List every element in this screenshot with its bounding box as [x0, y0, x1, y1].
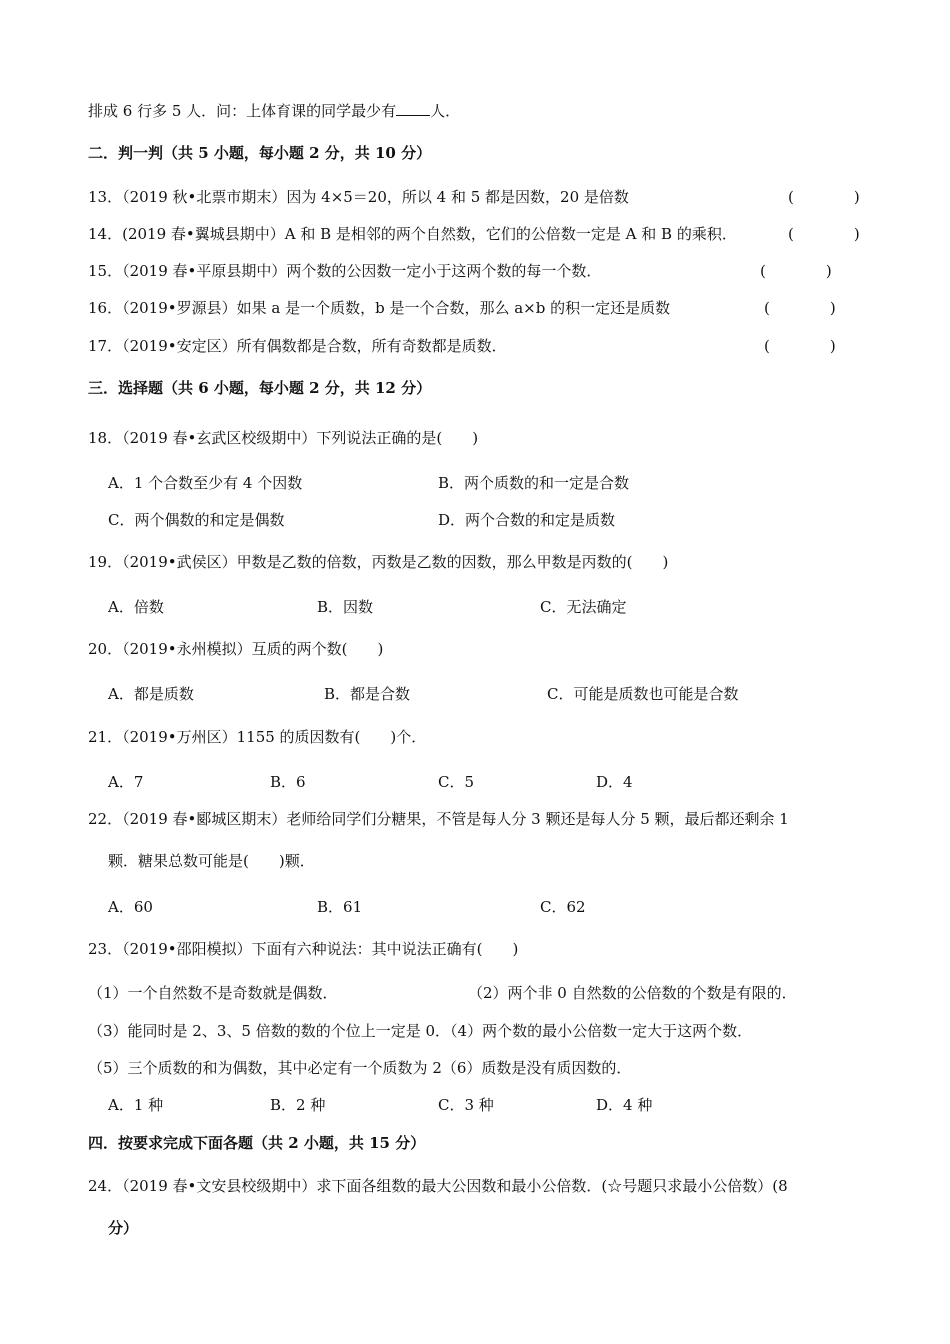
q19-option-a[interactable]: A．倍数 — [108, 598, 164, 616]
q22-option-a[interactable]: A．60 — [108, 898, 153, 916]
q18-option-c[interactable]: C．两个偶数的和定是偶数 — [108, 511, 285, 529]
q19-option-b[interactable]: B．因数 — [317, 598, 374, 616]
judge-answer-13[interactable]: ( ) — [788, 188, 860, 206]
q22-option-c[interactable]: C．62 — [540, 898, 586, 916]
section4-title: 四．按要求完成下面各题（共 2 小题，共 15 分） — [88, 1134, 426, 1152]
judge-question-17: 17．（2019•安定区）所有偶数都是合数，所有奇数都是质数． — [88, 337, 507, 355]
q23-option-b[interactable]: B．2 种 — [270, 1096, 326, 1114]
q18-option-a[interactable]: A．1 个合数至少有 4 个因数 — [108, 474, 303, 492]
q21-option-b[interactable]: B．6 — [270, 773, 306, 791]
judge-answer-14[interactable]: ( ) — [788, 225, 860, 243]
q18-option-b[interactable]: B．两个质数的和一定是合数 — [438, 474, 630, 492]
top-line — [88, 101, 460, 121]
q23-option-c[interactable]: C．3 种 — [438, 1096, 494, 1114]
section3-title: 三．选择题（共 6 小题，每小题 2 分，共 12 分） — [88, 379, 432, 397]
q22-option-b[interactable]: B．61 — [317, 898, 363, 916]
judge-answer-16[interactable]: ( ) — [764, 299, 836, 317]
q20-option-b[interactable]: B．都是合数 — [324, 685, 411, 703]
q21-stem: 21．（2019•万州区）1155 的质因数有( )个． — [88, 728, 427, 746]
q18-stem: 18．（2019 春•玄武区校级期中）下列说法正确的是( ) — [88, 429, 479, 447]
judge-question-14: 14．(2019 春•翼城县期中）A 和 B 是相邻的两个自然数，它们的公倍数一定是 A 和 B 的乘积． — [88, 225, 737, 243]
q23-statement-5-6: （5）三个质数的和为偶数，其中必定有一个质数为 2（6）质数是没有质因数的． — [88, 1059, 632, 1077]
q23-statement-2: （2）两个非 0 自然数的公倍数的个数是有限的． — [468, 984, 797, 1002]
q21-option-c[interactable]: C．5 — [438, 773, 475, 791]
judge-answer-15[interactable]: ( ) — [760, 262, 832, 280]
q24-stem-line1: 24．（2019 春•文安县校级期中）求下面各组数的最大公因数和最小公倍数．(☆号题只求最小公倍数）(8 — [88, 1177, 788, 1195]
judge-question-15: 15．（2019 春•平原县期中）两个数的公因数一定小于这两个数的每一个数． — [88, 262, 602, 280]
section2-title: 二．判一判（共 5 小题，每小题 2 分，共 10 分） — [88, 144, 432, 162]
q22-stem-line2: 颗．糖果总数可能是( )颗． — [108, 852, 315, 870]
q20-option-a[interactable]: A．都是质数 — [108, 685, 194, 703]
q20-stem: 20．（2019•永州模拟）互质的两个数( ) — [88, 640, 384, 658]
top-line-before: 排成 6 行多 5 人．问：上体育课的同学最少有 — [88, 102, 397, 120]
q23-option-a[interactable]: A．1 种 — [108, 1096, 164, 1114]
q19-option-c[interactable]: C．无法确定 — [540, 598, 627, 616]
answer-blank[interactable] — [396, 101, 430, 116]
q24-stem-line2: 分） — [108, 1219, 139, 1237]
q19-stem: 19．（2019•武侯区）甲数是乙数的倍数，丙数是乙数的因数，那么甲数是丙数的( ) — [88, 553, 669, 571]
judge-question-13: 13．（2019 秋•北票市期末）因为 4×5＝20，所以 4 和 5 都是因数，20 是倍数 — [88, 188, 629, 206]
q22-stem-line1: 22．（2019 春•郾城区期末）老师给同学们分糖果，不管是每人分 3 颗还是每人分 5 颗，最后都还剩余 1 — [88, 810, 789, 828]
q23-statement-3-4: （3）能同时是 2、3、5 倍数的数的个位上一定是 0．（4）两个数的最小公倍数一定大于这两个数． — [88, 1022, 753, 1040]
q18-option-d[interactable]: D．两个合数的和定是质数 — [438, 511, 616, 529]
top-line-after: 人． — [430, 102, 461, 120]
q23-stem: 23．（2019•邵阳模拟）下面有六种说法：其中说法正确有( ) — [88, 940, 519, 958]
q23-statement-1: （1）一个自然数不是奇数就是偶数． — [88, 984, 338, 1002]
q20-option-c[interactable]: C．可能是质数也可能是合数 — [547, 685, 739, 703]
q21-option-a[interactable]: A．7 — [108, 773, 144, 791]
q21-option-d[interactable]: D．4 — [596, 773, 633, 791]
judge-question-16: 16．（2019•罗源县）如果 a 是一个质数，b 是一个合数，那么 a×b 的积一定还是质数 — [88, 299, 671, 317]
q23-option-d[interactable]: D．4 种 — [596, 1096, 653, 1114]
judge-answer-17[interactable]: ( ) — [764, 337, 836, 355]
